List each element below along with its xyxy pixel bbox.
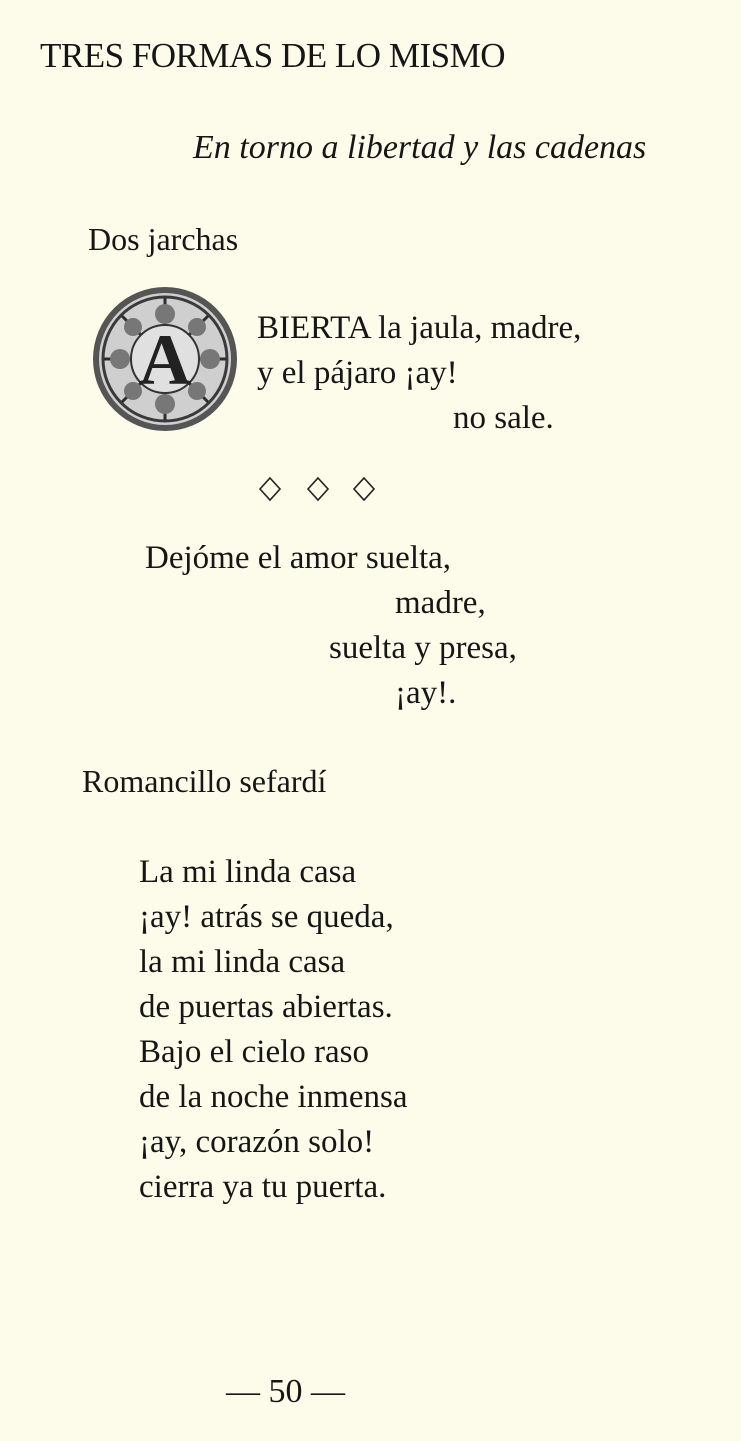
section-heading-romancillo: Romancillo sefardí (82, 763, 327, 799)
verse-line: Bajo el cielo raso (139, 1034, 370, 1070)
verse-line: de la noche inmensa (139, 1079, 408, 1115)
jarcha-2 (145, 536, 517, 716)
verse-line: y el pájaro ¡ay! (257, 355, 458, 391)
verse-line: suelta y presa, (329, 630, 517, 666)
drop-cap-initial (90, 284, 240, 434)
romancillo-poem (139, 850, 407, 1210)
page-subtitle: En torno a libertad y las cadenas (193, 129, 647, 166)
verse-line: de puertas abiertas. (139, 989, 393, 1025)
verse-line: ¡ay!. (395, 675, 457, 711)
verse-line: madre, (395, 585, 486, 621)
section-heading-jarchas: Dos jarchas (88, 221, 239, 257)
verse-line: no sale. (453, 400, 554, 436)
verse-line: La mi linda casa (139, 854, 357, 890)
verse-line: la mi linda casa (139, 944, 346, 980)
verse-line: Dejóme el amor suelta, (145, 540, 452, 576)
page-title: TRES FORMAS DE LO MISMO (40, 36, 505, 75)
verse-line: cierra ya tu puerta. (139, 1169, 387, 1205)
diamond-separator-icon (256, 474, 376, 504)
page-number: — 50 — (226, 1373, 345, 1410)
verse-line: ¡ay! atrás se queda, (139, 899, 394, 935)
drop-cap-letter: A (139, 320, 191, 400)
jarcha-1 (257, 306, 581, 441)
verse-line: ¡ay, corazón solo! (139, 1124, 375, 1160)
verse-line: BIERTA la jaula, madre, (257, 310, 582, 346)
